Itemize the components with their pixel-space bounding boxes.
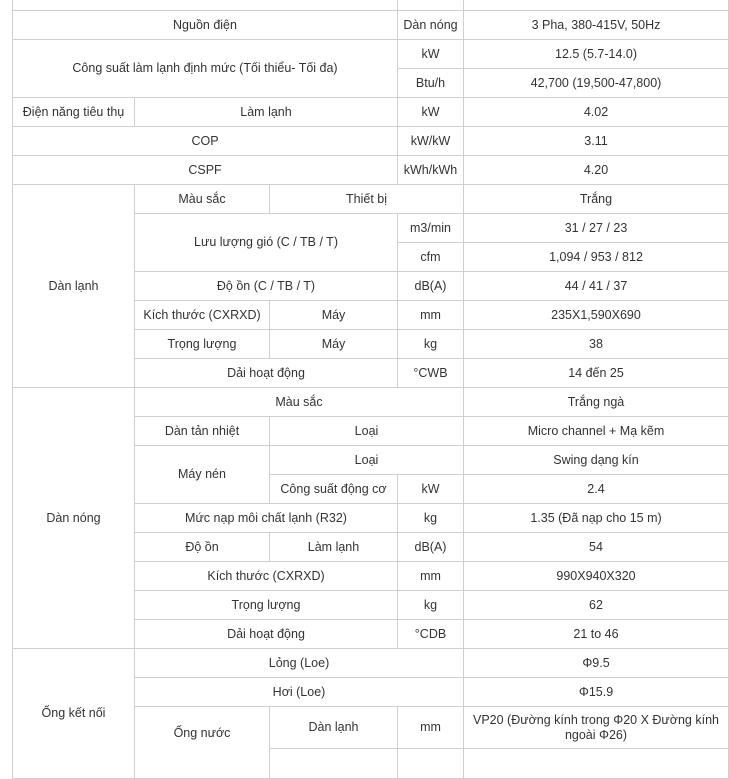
indoor-airflow-value1: 31 / 27 / 23 (464, 214, 729, 243)
piping-drain-label: Ống nước (135, 707, 270, 779)
outdoor-compressor-motor-unit: kW (398, 475, 464, 504)
table-cell (398, 749, 464, 779)
piping-liquid-value: Φ9.5 (464, 649, 729, 678)
outdoor-noise-value: 54 (464, 533, 729, 562)
indoor-dimensions-sub: Máy (270, 301, 398, 330)
outdoor-group-label: Dàn nóng (13, 388, 135, 649)
outdoor-heat-exchanger-label: Dàn tản nhiệt (135, 417, 270, 446)
piping-gas-label: Hơi (Loe) (135, 678, 464, 707)
power-consumption-value: 4.02 (464, 98, 729, 127)
power-consumption-label: Điện năng tiêu thụ (13, 98, 135, 127)
cooling-capacity-unit-kw: kW (398, 40, 464, 69)
power-source-sub: Dàn nóng (398, 11, 464, 40)
indoor-airflow-value2: 1,094 / 953 / 812 (464, 243, 729, 272)
outdoor-dimensions-unit: mm (398, 562, 464, 591)
table-row (13, 98, 729, 127)
cop-label: COP (13, 127, 398, 156)
cspf-value: 4.20 (464, 156, 729, 185)
indoor-airflow-unit1: m3/min (398, 214, 464, 243)
indoor-noise-label: Độ ồn (C / TB / T) (135, 272, 398, 301)
indoor-operating-range-value: 14 đến 25 (464, 359, 729, 388)
table-row (13, 127, 729, 156)
indoor-weight-value: 38 (464, 330, 729, 359)
table-row (13, 649, 729, 678)
outdoor-compressor-motor-label: Công suất động cơ (270, 475, 398, 504)
cooling-capacity-unit-btu: Btu/h (398, 69, 464, 98)
outdoor-heat-exchanger-sub: Loại (270, 417, 464, 446)
outdoor-operating-range-unit: °CDB (398, 620, 464, 649)
piping-group-label: Ống kết nối (13, 649, 135, 779)
table-row (13, 156, 729, 185)
outdoor-weight-value: 62 (464, 591, 729, 620)
table-row (13, 185, 729, 214)
outdoor-weight-unit: kg (398, 591, 464, 620)
outdoor-compressor-motor-value: 2.4 (464, 475, 729, 504)
indoor-operating-range-label: Dải hoạt động (135, 359, 398, 388)
outdoor-heat-exchanger-value: Micro channel + Mạ kẽm (464, 417, 729, 446)
power-consumption-unit: kW (398, 98, 464, 127)
outdoor-operating-range-label: Dải hoạt động (135, 620, 398, 649)
power-source-label: Nguồn điện (13, 11, 398, 40)
outdoor-noise-sub: Làm lạnh (270, 533, 398, 562)
cooling-capacity-value-btu: 42,700 (19,500-47,800) (464, 69, 729, 98)
outdoor-compressor-label: Máy nén (135, 446, 270, 504)
spec-table (12, 0, 729, 779)
table-row (13, 388, 729, 417)
indoor-color-label: Màu sắc (135, 185, 270, 214)
cspf-label: CSPF (13, 156, 398, 185)
cooling-capacity-value-kw: 12.5 (5.7-14.0) (464, 40, 729, 69)
outdoor-refrigerant-value: 1.35 (Đã nạp cho 15 m) (464, 504, 729, 533)
outdoor-refrigerant-unit: kg (398, 504, 464, 533)
indoor-weight-unit: kg (398, 330, 464, 359)
outdoor-noise-unit: dB(A) (398, 533, 464, 562)
cop-value: 3.11 (464, 127, 729, 156)
piping-liquid-label: Lỏng (Loe) (135, 649, 464, 678)
cooling-capacity-label: Công suất làm lạnh định mức (Tối thiểu- Tối đa) (13, 40, 398, 98)
table-cell (464, 749, 729, 779)
table-cell (13, 0, 398, 11)
outdoor-dimensions-value: 990X940X320 (464, 562, 729, 591)
table-cell (270, 749, 398, 779)
cspf-unit: kWh/kWh (398, 156, 464, 185)
outdoor-color-label: Màu sắc (135, 388, 464, 417)
table-cell (464, 0, 729, 11)
indoor-operating-range-unit: °CWB (398, 359, 464, 388)
table-cell (398, 0, 464, 11)
outdoor-dimensions-label: Kích thước (CXRXD) (135, 562, 398, 591)
indoor-dimensions-label: Kích thước (CXRXD) (135, 301, 270, 330)
outdoor-refrigerant-label: Mức nạp môi chất lạnh (R32) (135, 504, 398, 533)
piping-drain-unit: mm (398, 707, 464, 749)
piping-drain-sub: Dàn lạnh (270, 707, 398, 749)
indoor-noise-value: 44 / 41 / 37 (464, 272, 729, 301)
indoor-color-sub: Thiết bị (270, 185, 464, 214)
indoor-weight-sub: Máy (270, 330, 398, 359)
indoor-weight-label: Trọng lượng (135, 330, 270, 359)
indoor-color-value: Trắng (464, 185, 729, 214)
outdoor-compressor-type-value: Swing dạng kín (464, 446, 729, 475)
table-row (13, 0, 729, 11)
outdoor-color-value: Trắng ngà (464, 388, 729, 417)
outdoor-noise-label: Độ ồn (135, 533, 270, 562)
outdoor-operating-range-value: 21 to 46 (464, 620, 729, 649)
piping-gas-value: Φ15.9 (464, 678, 729, 707)
piping-drain-value: VP20 (Đường kính trong Φ20 X Đường kính ngoài Φ26) (464, 707, 729, 749)
indoor-airflow-unit2: cfm (398, 243, 464, 272)
table-row (13, 40, 729, 69)
power-source-value: 3 Pha, 380-415V, 50Hz (464, 11, 729, 40)
power-consumption-sub: Làm lạnh (135, 98, 398, 127)
indoor-noise-unit: dB(A) (398, 272, 464, 301)
cop-unit: kW/kW (398, 127, 464, 156)
indoor-dimensions-unit: mm (398, 301, 464, 330)
indoor-group-label: Dàn lạnh (13, 185, 135, 388)
indoor-airflow-label: Lưu lượng gió (C / TB / T) (135, 214, 398, 272)
table-row (13, 11, 729, 40)
outdoor-compressor-type-label: Loại (270, 446, 464, 475)
indoor-dimensions-value: 235X1,590X690 (464, 301, 729, 330)
spec-table-container (12, 0, 729, 779)
outdoor-weight-label: Trọng lượng (135, 591, 398, 620)
